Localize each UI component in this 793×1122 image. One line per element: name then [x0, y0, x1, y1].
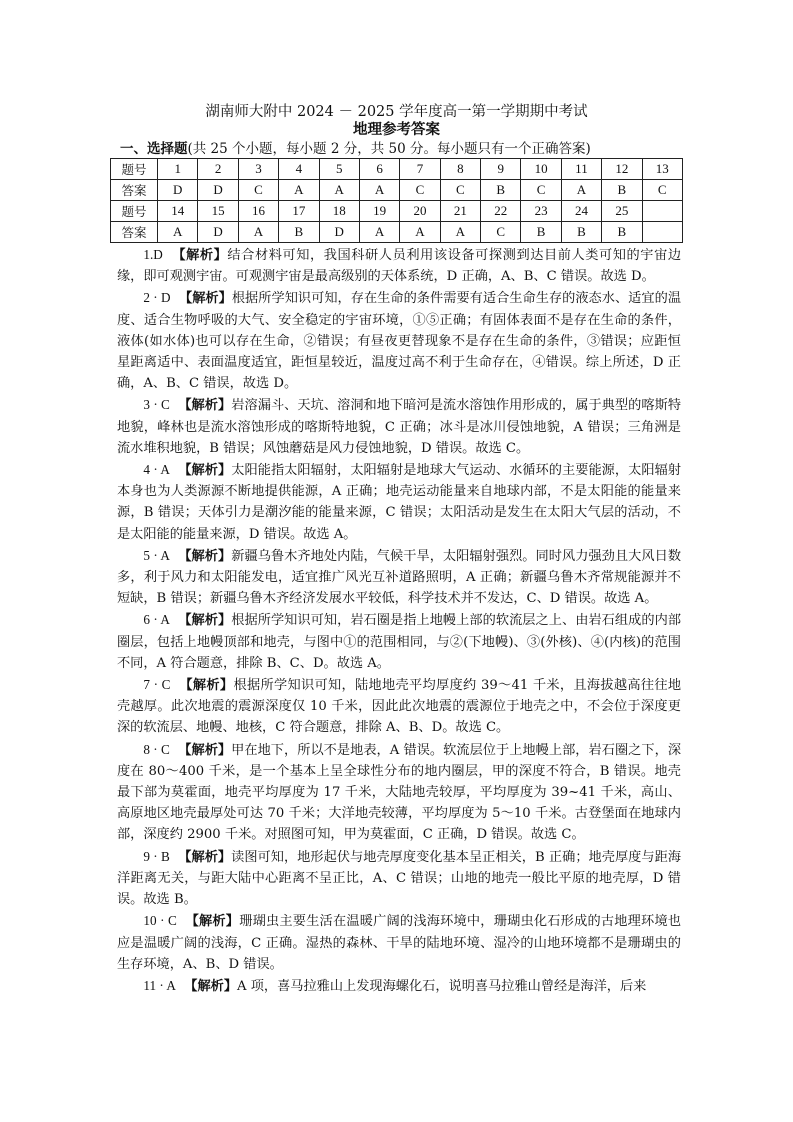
question-number-row [111, 201, 683, 222]
question-answer: 5 · A [143, 547, 170, 563]
question-number-cell: 16 [238, 201, 278, 222]
answer-cell: B [279, 222, 319, 243]
analysis-tag: 【解析】 [179, 678, 234, 694]
analysis-tag: 【解析】 [178, 742, 232, 758]
explanation-item [117, 244, 681, 287]
answer-row [111, 222, 683, 243]
explanation-item [117, 739, 681, 846]
explanation-text: 太阳能指太阳辐射，太阳辐射是地球大气运动、水循环的主要能源，太阳辐射本身也为人类源源不断地提供能源，A 正确；地壳运动能量来自地球内部，不是太阳能的能量来源，B 错误；天体引力是潮汐能的能量来源，C 错误；太阳活动是发生在太阳大气层的活动，不是太阳能的能量来源，D 错误。故选 A。 [117, 463, 682, 542]
question-number-cell: 21 [440, 201, 480, 222]
explanation-item [117, 459, 681, 545]
question-number-cell: 4 [279, 159, 319, 180]
question-number-cell: 19 [359, 201, 399, 222]
answer-cell: B [481, 180, 521, 201]
question-number-cell: 10 [521, 159, 561, 180]
analysis-tag: 【解析】 [178, 463, 232, 479]
section-heading [120, 137, 591, 157]
explanation-item [117, 674, 681, 739]
question-number-cell: 1 [158, 159, 198, 180]
question-number-cell: 17 [279, 201, 319, 222]
answer-cell: C [440, 180, 480, 201]
section-name: 一、选择题 [120, 141, 188, 157]
question-number-row [111, 159, 683, 180]
answer-cell: A [561, 180, 601, 201]
explanation-item [117, 846, 681, 911]
question-number-cell: 25 [602, 201, 642, 222]
question-answer: 6 · A [143, 612, 170, 628]
section-note: (共 25 个小题，每小题 2 分，共 50 分。每小题只有一个正确答案) [187, 141, 591, 157]
answer-table [110, 158, 683, 243]
question-answer: 1.D [143, 247, 163, 262]
question-answer: 10 · C [143, 913, 177, 929]
question-answer: 3 · C [143, 397, 170, 413]
answer-cell: C [642, 180, 683, 201]
answer-cell: B [602, 222, 642, 243]
explanation-item [117, 609, 681, 674]
answer-cell: A [359, 180, 399, 201]
question-number-cell: 22 [481, 201, 521, 222]
question-number-cell: 15 [198, 201, 238, 222]
analysis-tag: 【解析】 [178, 613, 232, 629]
document-subtitle: 地理参考答案 [353, 121, 440, 138]
explanation-text: 新疆乌鲁木齐地处内陆，气候干旱，太阳辐射强烈。同时风力强劲且大风日数多，利于风力和太阳能发电，适宜推广风光互补道路照明，A 正确；新疆乌鲁木齐常规能源并不短缺，B 错误；新疆乌鲁木齐经济发展水平较低，科学技术并不发达，C、D 错误。故选 A。 [117, 548, 682, 607]
analysis-tag: 【解析】 [172, 248, 228, 263]
explanation-item [117, 287, 681, 394]
answer-cell: C [400, 180, 440, 201]
analysis-tag: 【解析】 [178, 398, 232, 414]
explanation-text: 甲在地下，所以不是地表，A 错误。软流层位于上地幔上部，岩石圈之下，深度在 80～400 千米，是一个基本上呈全球性分布的地内圈层，甲的深度不符合，B 错误。地壳最下部为莫霍面，地壳平均厚度为 17 千米，大陆地壳较厚，平均厚度为 39~41 千米，高山、高原地区地壳最厚处可达 70 千米；大洋地壳较薄，平均厚度为 5～10 千米。古登堡面在地球内部，深度约 2900 千米。对照图可知，甲为莫霍面，C 正确，D 错误。故选 C。 [117, 742, 682, 843]
document-title: 湖南师大附中 2024 － 2025 学年度高一第一学期期中考试 [205, 104, 588, 120]
answer-cell: B [521, 222, 561, 243]
answer-cell: A [158, 222, 198, 243]
question-number-cell: 14 [158, 201, 198, 222]
question-number-cell: 20 [400, 201, 440, 222]
explanations [117, 244, 681, 997]
analysis-tag: 【解析】 [178, 849, 232, 865]
answer-cell: A [279, 180, 319, 201]
question-number-cell: 6 [359, 159, 399, 180]
answer-row [111, 180, 683, 201]
answer-cell: A [440, 222, 480, 243]
explanation-text: 岩溶漏斗、天坑、溶洞和地下暗河是流水溶蚀作用形成的，属于典型的喀斯特地貌，峰林也是流水溶蚀形成的喀斯特地貌，C 正确；冰斗是冰川侵蚀地貌，A 错误；三角洲是流水堆积地貌，B 错误；风蚀蘑菇是风力侵蚀地貌，D 错误。故选 C。 [117, 398, 682, 456]
answer-cell: D [158, 180, 198, 201]
question-number-cell: 5 [319, 159, 359, 180]
explanation-text: 根据所学知识可知，陆地地壳平均厚度约 39～41 千米，且海拔越高往往地壳越厚。此次地震的震源深度仅 10 千米，因此此次地震的震源位于地壳之中，不会位于深度更深的软流层、地幔、地核，C 符合题意，排除 A、B、D。故选 C。 [117, 678, 682, 736]
explanation-text: 读图可知，地形起伏与地壳厚度变化基本呈正相关，B 正确；地壳厚度与距海洋距离无关，与距大陆中心距离不呈正比，A、C 错误；山地的地壳一般比平原的地壳厚，D 错误。故选 B。 [117, 849, 682, 908]
explanation-item [117, 394, 681, 459]
question-answer: 2 · D [143, 290, 171, 306]
answer-cell: C [238, 180, 278, 201]
explanation-item [117, 545, 681, 610]
question-number-cell: 12 [602, 159, 642, 180]
explanation-text: 结合材料可知，我国科研人员利用该设备可探测到达目前人类可知的宇宙边缘，即可观测宇宙。可观测宇宙是最高级别的天体系统，D 正确，A、B、C 错误。故选 D。 [117, 248, 682, 285]
answer-cell: A [400, 222, 440, 243]
explanation-text: 根据所学知识可知，岩石圈是指上地幔上部的软流层之上、由岩石组成的内部圈层，包括上地幔顶部和地壳，与图中①的范围相同，与②(下地幔)、③(外核)、④(内核)的范围不同，A 符合题意，排除 B、C、D。故选 A。 [117, 613, 682, 671]
explanation-item [117, 910, 681, 975]
analysis-tag: 【解析】 [178, 291, 232, 307]
question-number-cell: 23 [521, 201, 561, 222]
question-number-cell [642, 201, 683, 222]
explanation-item [117, 975, 681, 997]
question-number-cell: 9 [481, 159, 521, 180]
analysis-tag: 【解析】 [184, 978, 238, 994]
row-label: 答案 [111, 180, 158, 201]
question-number-cell: 24 [561, 201, 601, 222]
explanation-text: 珊瑚虫主要生活在温暖广阔的浅海环境中，珊瑚虫化石形成的古地理环境也应是温暖广阔的浅海，C 正确。湿热的森林、干旱的陆地环境、湿冷的山地环境都不是珊瑚虫的生存环境，A、B、D 错误。 [117, 914, 682, 972]
question-number-cell: 18 [319, 201, 359, 222]
question-number-cell: 3 [238, 159, 278, 180]
analysis-tag: 【解析】 [185, 914, 240, 930]
answer-cell: D [198, 180, 238, 201]
answer-cell: D [198, 222, 238, 243]
question-number-cell: 7 [400, 159, 440, 180]
explanation-text: A 项，喜马拉雅山上发现海螺化石，说明喜马拉雅山曾经是海洋，后来 [237, 978, 647, 994]
question-number-cell: 8 [440, 159, 480, 180]
analysis-tag: 【解析】 [178, 548, 232, 564]
question-answer: 4 · A [143, 462, 170, 478]
answer-cell: B [561, 222, 601, 243]
question-number-cell: 13 [642, 159, 683, 180]
row-label: 题号 [111, 201, 158, 222]
row-label: 题号 [111, 159, 158, 180]
answer-cell: C [481, 222, 521, 243]
row-label: 答案 [111, 222, 158, 243]
explanation-text: 根据所学知识可知，存在生命的条件需要有适合生命生存的液态水、适宜的温度、适合生物呼吸的大气、安全稳定的宇宙环境，①⑤正确；有固体表面不是存在生命的条件，液体(如水体)也可以存在生命，②错误；有昼夜更替现象不是存在生命的条件，③错误；应距恒星距离适中、表面温度适宜，距恒星较近，温度过高不利于生命存在，④错误。综上所述，D 正确，A、B、C 错误，故选 D。 [117, 291, 682, 392]
answer-cell: A [319, 180, 359, 201]
question-answer: 9 · B [143, 848, 170, 864]
question-answer: 11 · A [143, 977, 176, 993]
answer-cell: D [319, 222, 359, 243]
answer-cell: A [238, 222, 278, 243]
answer-cell [642, 222, 683, 243]
question-answer: 7 · C [143, 677, 171, 693]
answer-cell: B [602, 180, 642, 201]
answer-cell: A [359, 222, 399, 243]
question-number-cell: 2 [198, 159, 238, 180]
question-answer: 8 · C [143, 741, 170, 757]
question-number-cell: 11 [561, 159, 601, 180]
answer-cell: C [521, 180, 561, 201]
